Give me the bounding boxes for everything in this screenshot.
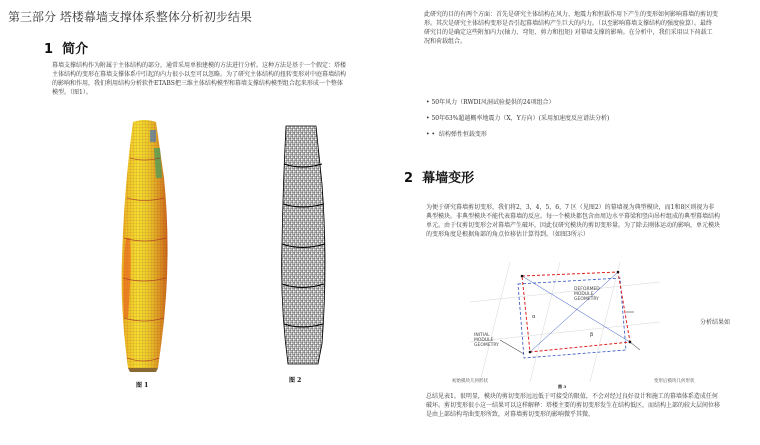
section-2-title: 幕墙变形: [422, 171, 475, 186]
paragraph-line: 模型。（图1）。: [52, 89, 92, 96]
figure-3-caption: 图 3: [558, 384, 567, 389]
initial-geometry-caption: 初始模块几何形状: [452, 379, 488, 384]
initial-geometry-label: INITIAL MODULE GEOMETRY: [474, 333, 499, 348]
section-1-paragraph: [52, 61, 392, 97]
bullet-text: 50年63%超越概率地震力（X，Y方向）(采用加速度反应谱法分析): [431, 115, 610, 122]
figure-1-tower-model: [100, 118, 190, 372]
paragraph-line: 此研究的目的有两个方面：首先是研究主体结构在风力、地震力和恒载作用下产生的变形如何影响幕墙的剪切变: [424, 11, 719, 18]
svg-text:β: β: [590, 332, 594, 338]
conclusion-paragraph: [426, 392, 752, 419]
load-case-bullet: • 50年63%超越概率地震力（X，Y方向）(采用加速度反应谱法分析): [426, 115, 610, 122]
svg-text:α: α: [532, 314, 536, 320]
bullet-text: 50年风力（RWDI风洞试验提供的24项组合）: [431, 99, 555, 106]
research-purpose-paragraph: [424, 10, 750, 46]
paragraph-line: 形。其次是研究主体结构变形是否引起幕墙结构产生巨大的内力。（以至影响幕墙支撑结构的强度验算）。最终: [424, 20, 713, 27]
section-1-title: 简介: [62, 42, 89, 57]
section-2-number: 2: [404, 171, 414, 186]
paragraph-line: 主体结构的变形在幕墙支撑体系中引起的内力很小以至可以忽略。为了研究主体结构的扭转变形对中庭幕墙结构: [52, 71, 347, 78]
paragraph-line: 的变形角度是根据角部的角点位移估计算得到。（如图3所示）: [426, 231, 589, 238]
bullet-text: 结构弹性恒载变形: [438, 131, 487, 138]
paragraph-line: 研究目的是确定这些附加内力(轴力、弯矩、剪力和扭矩) 对幕墙支撑的影响。在分析中，我们采用以下荷载工: [424, 29, 713, 36]
page-title: 第三部分 塔楼幕墙支撑体系整体分析初步结果: [8, 10, 252, 24]
paragraph-line: 幕墙支撑结构作为附属于主体结构的部分，通常采用单独建模的方法进行分析。这种方法是基于一个假定：塔楼: [52, 62, 347, 69]
figure-2-caption: 图 2: [289, 377, 302, 384]
figure-1-caption: 图 1: [136, 382, 149, 389]
paragraph-line: 总结见表1。很明显，模块的剪切变形远远低于可接受的限值，不会对经过良好设计和施工的幕墙体系造成任何: [426, 393, 718, 400]
section-2-paragraph: [426, 203, 752, 239]
paragraph-line: 为便于研究幕墙剪切变形，我们将2，3，4，5，6，7 区（见图2）的幕墙视为典型模块，而1和8区则视为非: [426, 204, 715, 211]
paragraph-line: 的影响和作用，我们利用结构分析软件ETABS把三维主体结构模型和幕墙支撑结构模型组合起来形成一个整体: [52, 80, 343, 87]
paragraph-line: 单元。由于仅剪切变形会对幕墙产生破坏，因此仅研究模块的剪切变形量。为了除去刚体运动的影响，单元模块: [426, 222, 721, 229]
results-side-note: 分析结果如: [700, 319, 731, 326]
figure-3-deformation-diagram: [470, 262, 660, 382]
paragraph-line: 典型模块。非典型模块不能代表幕墙的反应。每一个模块都包含由周边水平幕梁和竖向吊杆组成的典型幕墙结构: [426, 213, 721, 220]
section-2-heading: [404, 167, 474, 186]
load-case-bullet: • 50年风力（RWDI风洞试验提供的24项组合）: [426, 99, 555, 106]
section-1-number: 1: [44, 42, 54, 57]
section-1-heading: [44, 38, 88, 57]
deformed-geometry-label: DEFORMED MODULE GEOMETRY: [574, 287, 600, 302]
paragraph-line: 是由上部结构弯曲变形所致，对幕墙剪切变形的影响微乎其微。: [426, 411, 595, 418]
figure-2-wireframe-model: [272, 124, 332, 368]
load-case-bullet: • • 结构弹性恒载变形: [426, 131, 487, 138]
paragraph-line: 况和荷载组合。: [424, 38, 467, 45]
paragraph-line: 破坏。剪切变形很小这一结果可以这样解释：塔楼主要的剪切变形发生在结构低区，而结构上部的较大层间位移: [426, 402, 721, 409]
deformed-geometry-caption: 变形后模块几何形状: [654, 379, 695, 384]
